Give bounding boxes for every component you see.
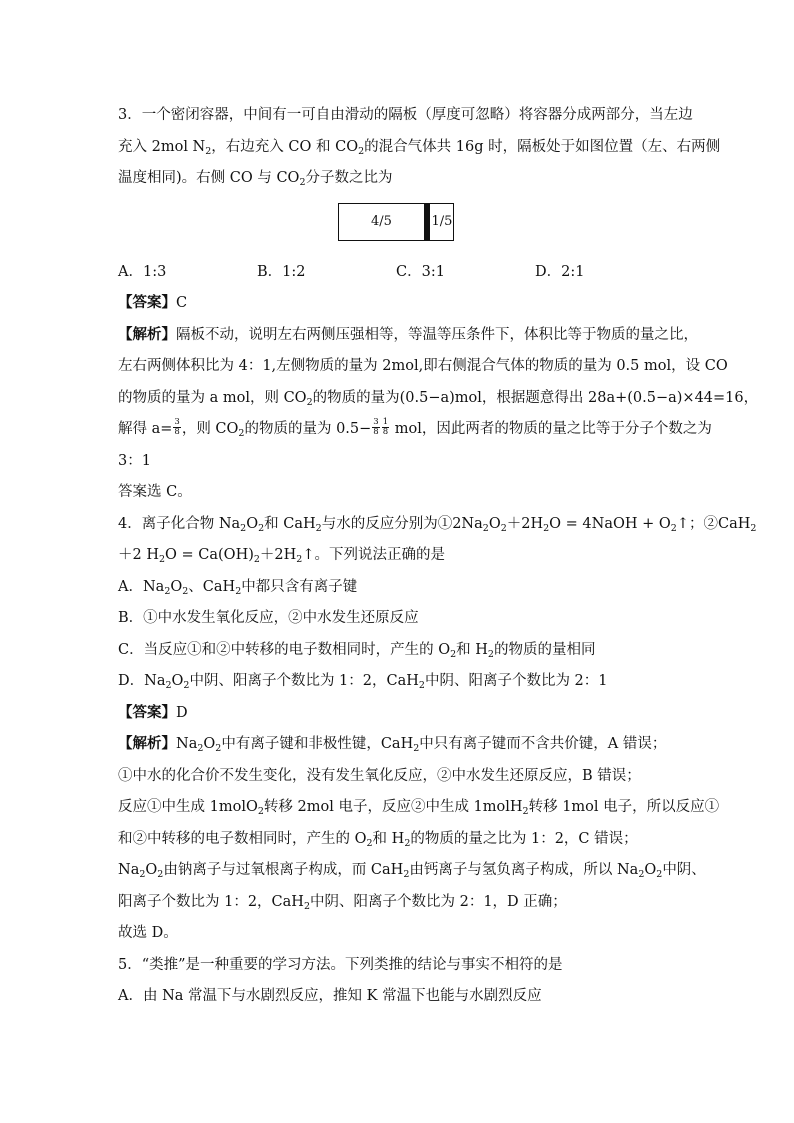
- q3-analysis-2: 左右两侧体积比为 4：1,左侧物质的量为 2mol,即右侧混合气体的物质的量为 0.5 mol，设 CO: [118, 358, 728, 374]
- q4-analysis-4: 和②中转移的电子数相同时，产生的 $O_2$和 $H_2$的物质的量之比为 1：2，C 错误；: [118, 830, 638, 849]
- fraction-3-8: $\frac{3}{8}$: [174, 416, 180, 437]
- q4-line-2: ＋2 $H_2O$ = $Ca(OH)_2+2H_2↑$。下列说法正确的是: [118, 547, 445, 565]
- q4-option-b: B．①中水发生氧化反应，②中水发生还原反应: [118, 610, 419, 626]
- q4-line-1: 4．离子化合物 $Na_2O_2$和 CaH$_2$与水的反应分别为$①2Na_2O_2+2H_2O$ = 4NaOH + $O_2↑$；②CaH$_2$: [118, 515, 757, 534]
- q5-line-1: 5．“类推”是一种重要的学习方法。下列类推的结论与事实不相符的是: [118, 956, 563, 973]
- q4-analysis-1: 【解析】$Na_2O_2$中有离子键和非极性键，CaH$_2$中只有离子键而不含共价键，A 错误；: [118, 736, 667, 754]
- q3-option-d: D．2:1: [535, 263, 585, 280]
- q4-analysis-5: $Na_2O_2$由钠离子与过氧根离子构成，而 CaH$_2$由钙离子与氢负离子构成，所以 $Na_2O_2$中阴、: [118, 862, 706, 880]
- fraction-1-8: $\frac{1}{8}$: [382, 416, 389, 437]
- q3-analysis-3: 的物质的量为 a mol，则 $CO_2$的物质的量为(0.5−a)mol，根据题意得出 28a+(0.5−a)×44=16，: [118, 389, 759, 408]
- q3-option-c: C．3:1: [396, 263, 445, 280]
- left-compartment: 4/5: [371, 213, 392, 229]
- q3-options: [118, 257, 688, 289]
- q3-analysis-5: 3：1: [118, 452, 151, 469]
- q4-option-c: C．当反应①和②中转移的电子数相同时，产生的 $O_2$和 $H_2$的物质的量相同: [118, 641, 596, 660]
- q3-analysis-4: 解得 a= $\frac{3}{8}$ ，则 $CO_2$的物质的量为 0.5− $\frac{3}{8}$ $\frac{1}{8}$ mol，因此两者的物质的量之比等于分子个数之为: [118, 416, 712, 439]
- q3-line-2: 充入 2mol $N_2$，右边充入 CO 和 $CO_2$的混合气体共 16g 时，隔板处于如图位置（左、右两侧: [118, 138, 721, 157]
- container-diagram-row: [118, 195, 688, 257]
- q4-analysis-3: 反应①中生成 1molO$_2$转移 2mol 电子，反应②中生成 1molH$_2$转移 1mol 电子，所以反应①: [118, 799, 720, 817]
- q4-answer: 【答案】D: [118, 704, 188, 721]
- document-page: [118, 100, 759, 1013]
- fraction-3-8-b: $\frac{3}{8}$: [373, 416, 379, 437]
- q3-line-1: 3．一个密闭容器，中间有一可自由滑动的隔板（厚度可忽略）将容器分成两部分，当左边: [118, 107, 693, 123]
- q3-analysis-1: 【解析】隔板不动，说明左右两侧压强相等，等温等压条件下，体积比等于物质的量之比，: [118, 326, 698, 343]
- q3-analysis-6: 答案选 C。: [118, 484, 192, 500]
- q4-option-a: A．$Na_2O_2$、CaH$_2$中都只含有离子键: [118, 578, 358, 597]
- q3-option-b: B．1:2: [257, 263, 306, 280]
- q4-analysis-2: ①中水的化合价不发生变化，没有发生氧化反应，②中水发生还原反应，B 错误；: [118, 767, 641, 784]
- q4-analysis-6: 阳离子个数比为 1：2，CaH$_2$中阴、阳离子个数比为 2：1，D 正确；: [118, 893, 567, 912]
- q4-analysis-7: 故选 D。: [118, 925, 178, 941]
- q5-option-a: A．由 Na 常温下与水剧烈反应，推知 K 常温下也能与水剧烈反应: [118, 988, 542, 1004]
- q3-answer: 【答案】C: [118, 295, 188, 311]
- sealed-container-diagram: [338, 203, 454, 241]
- q3-option-a: A．1:3: [118, 263, 167, 280]
- q4-option-d: D．$Na_2O_2$中阴、阳离子个数比为 1：2，CaH$_2$中阴、阳离子个数比为 2：1: [118, 673, 608, 691]
- q3-line-3: 温度相同)。右侧 CO 与 $CO_2$分子数之比为: [118, 170, 393, 188]
- right-compartment: 1/5: [431, 213, 453, 229]
